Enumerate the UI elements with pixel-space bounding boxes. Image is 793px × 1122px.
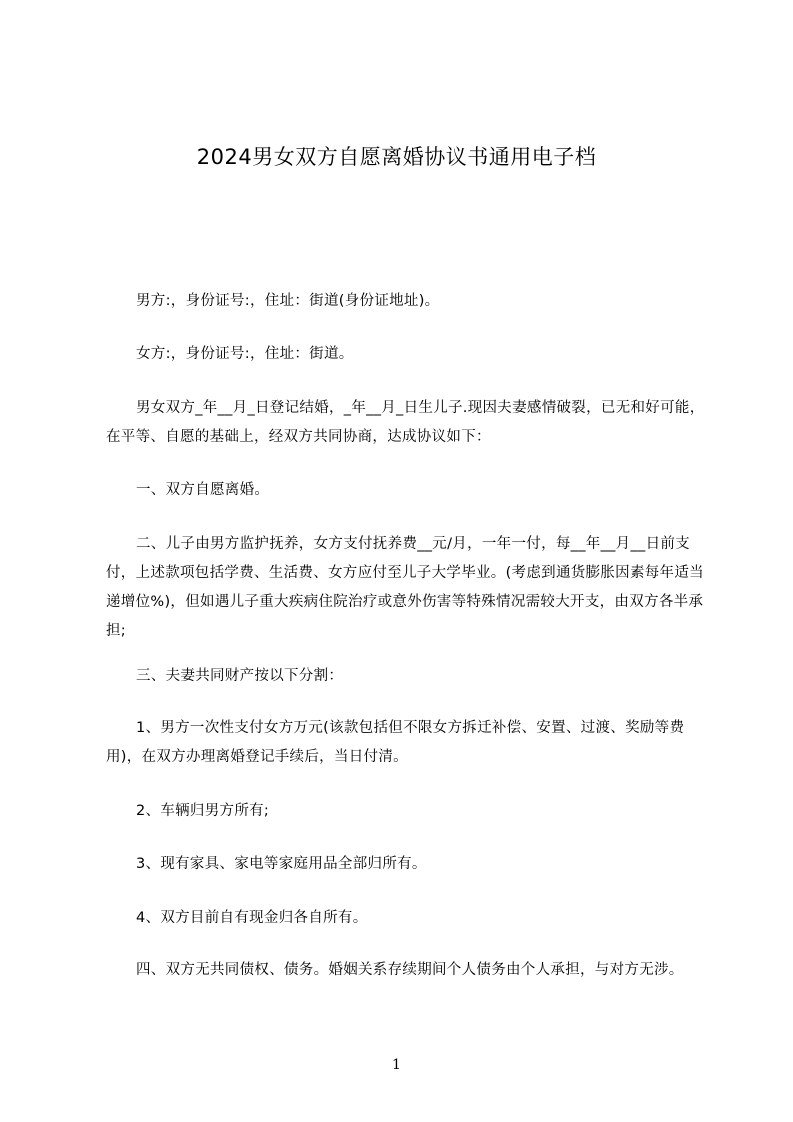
paragraph-wife-info: 女方:，身份证号:，住址：街道。 — [136, 346, 354, 362]
paragraph-item-3: 3、现有家具、家电等家庭用品全部归所有。 — [136, 856, 427, 872]
page-number: 1 — [392, 1057, 401, 1073]
paragraph-clause-2: 二、儿子由男方监护抚养，女方支付抚养费__元/月，一年一付，每__年__月__日前支付，上述款项包括学费、生活费、女方应付至儿子大学毕业。(考虑到通货膨胀因素每年适当递增位%)，但如遇儿子重大疾病住院治疗或意外伤害等特殊情况需较大开支，由双方各半承担; — [106, 536, 704, 639]
paragraph-item-2: 2、车辆归男方所有; — [136, 803, 270, 819]
paragraph-husband-info: 男方:，身份证号:，住址：街道(身份证地址)。 — [136, 293, 440, 309]
paragraph-item-1: 1、男方一次性支付女方万元(该款包括但不限女方拆迁补偿、安置、过渡、奖励等费用)，在双方办理离婚登记手续后，当日付清。 — [106, 720, 685, 765]
document-title: 2024男女双方自愿离婚协议书通用电子档 — [196, 145, 597, 169]
paragraph-clause-4: 四、双方无共同债权、债务。婚姻关系存续期间个人债务由个人承担，与对方无涉。 — [136, 962, 684, 978]
paragraph-clause-3: 三、夫妻共同财产按以下分割： — [136, 668, 344, 684]
paragraph-background: 男女双方_年__月_日登记结婚，_年__月_日生儿子.现因夫妻感情破裂，已无和好可能，在平等、自愿的基础上，经双方共同协商，达成协议如下： — [106, 400, 705, 445]
paragraph-clause-1: 一、双方自愿离婚。 — [136, 482, 270, 498]
paragraph-item-4: 4、双方目前自有现金归各自所有。 — [136, 910, 368, 926]
